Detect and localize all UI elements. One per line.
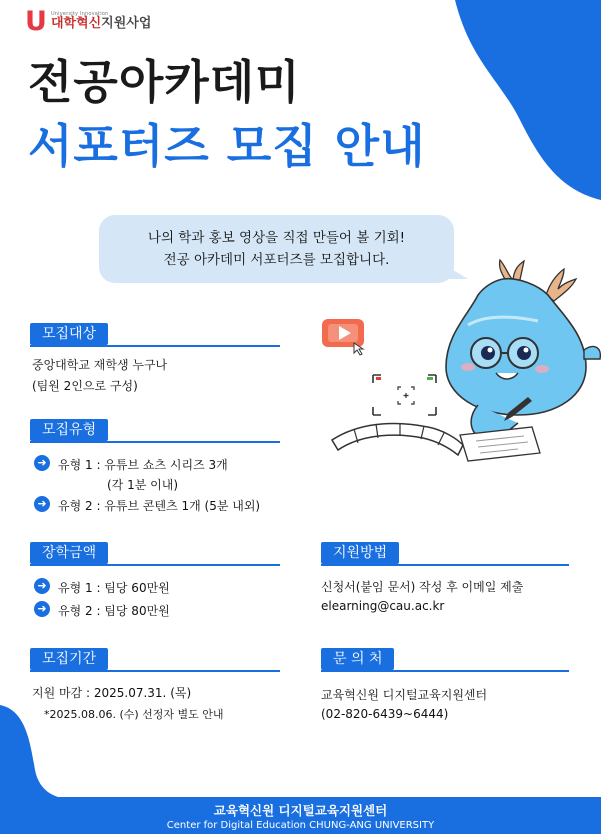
- section-period-rule: [30, 670, 280, 672]
- apply-line-1: 신청서(붙임 문서) 작성 후 이메일 제출: [321, 580, 524, 594]
- camera-frame-icon: [373, 375, 436, 415]
- period-line-2: *2025.08.06. (수) 선정자 별도 안내: [44, 708, 224, 721]
- logo-subtitle: University Innovation: [50, 11, 109, 18]
- footer: [0, 797, 601, 834]
- mascot-illustration: [318, 255, 601, 485]
- bubble-line-2: 전공 아카데미 서포터즈를 모집합니다.: [163, 252, 390, 268]
- logo-name-rest: 지원사업: [101, 16, 152, 32]
- scholarship-item-1: 유형 1 : 팀당 60만원: [58, 581, 170, 595]
- target-line-1: 중앙대학교 재학생 누구나: [32, 358, 168, 372]
- section-contact-label: 문 의 처: [321, 648, 394, 670]
- youtube-play-icon: [322, 319, 364, 355]
- section-target-rule: [30, 345, 280, 347]
- contact-line-1: 교육혁신원 디지털교육지원센터: [321, 688, 488, 702]
- contact-phone: (02-820-6439~6444): [321, 707, 449, 721]
- blue-dragon-mascot: [446, 260, 600, 461]
- arrow-bullet-icon: ➜: [34, 455, 50, 471]
- section-period-label: 모집기간: [30, 648, 108, 670]
- title-line-2: 서포터즈 모집 안내: [28, 119, 426, 173]
- section-scholarship-rule: [30, 564, 280, 566]
- film-strip-icon: [332, 423, 470, 455]
- section-apply-label: 지원방법: [321, 542, 399, 564]
- top-right-blob: [455, 0, 601, 200]
- period-line-1: 지원 마감 : 2025.07.31. (목): [32, 686, 192, 700]
- logo-name-red: 대학혁신: [50, 16, 102, 32]
- title-line-1: 전공아카데미: [28, 55, 301, 109]
- arrow-bullet-icon: ➜: [34, 496, 50, 512]
- section-contact-rule: [321, 670, 569, 672]
- arrow-bullet-icon: ➜: [34, 578, 50, 594]
- type-item-1-sub: (각 1분 이내): [107, 478, 178, 492]
- type-item-1: 유형 1 : 유튜브 쇼츠 시리즈 3개: [58, 458, 228, 472]
- logo-name: [51, 17, 151, 31]
- logo-mark: U: [25, 6, 47, 37]
- scholarship-item-2: 유형 2 : 팀당 80만원: [58, 604, 170, 618]
- footer-korean: 교육혁신원 디지털교육지원센터: [213, 803, 388, 818]
- university-logo: [25, 8, 151, 35]
- type-item-2: 유형 2 : 유튜브 콘텐츠 1개 (5분 내외): [58, 499, 261, 513]
- footer-english: Center for Digital Education CHUNG-ANG UNIVERSITY: [166, 820, 435, 831]
- section-type-rule: [30, 441, 280, 443]
- section-target-label: 모집대상: [30, 323, 108, 345]
- arrow-bullet-icon: ➜: [34, 601, 50, 617]
- bubble-line-1: 나의 학과 홍보 영상을 직접 만들어 볼 기회!: [147, 230, 406, 246]
- target-line-2: (팀원 2인으로 구성): [32, 379, 138, 393]
- section-apply-rule: [321, 564, 569, 566]
- apply-email[interactable]: elearning@cau.ac.kr: [321, 599, 445, 613]
- section-type-label: 모집유형: [30, 419, 108, 441]
- section-scholarship-label: 장학금액: [30, 542, 108, 564]
